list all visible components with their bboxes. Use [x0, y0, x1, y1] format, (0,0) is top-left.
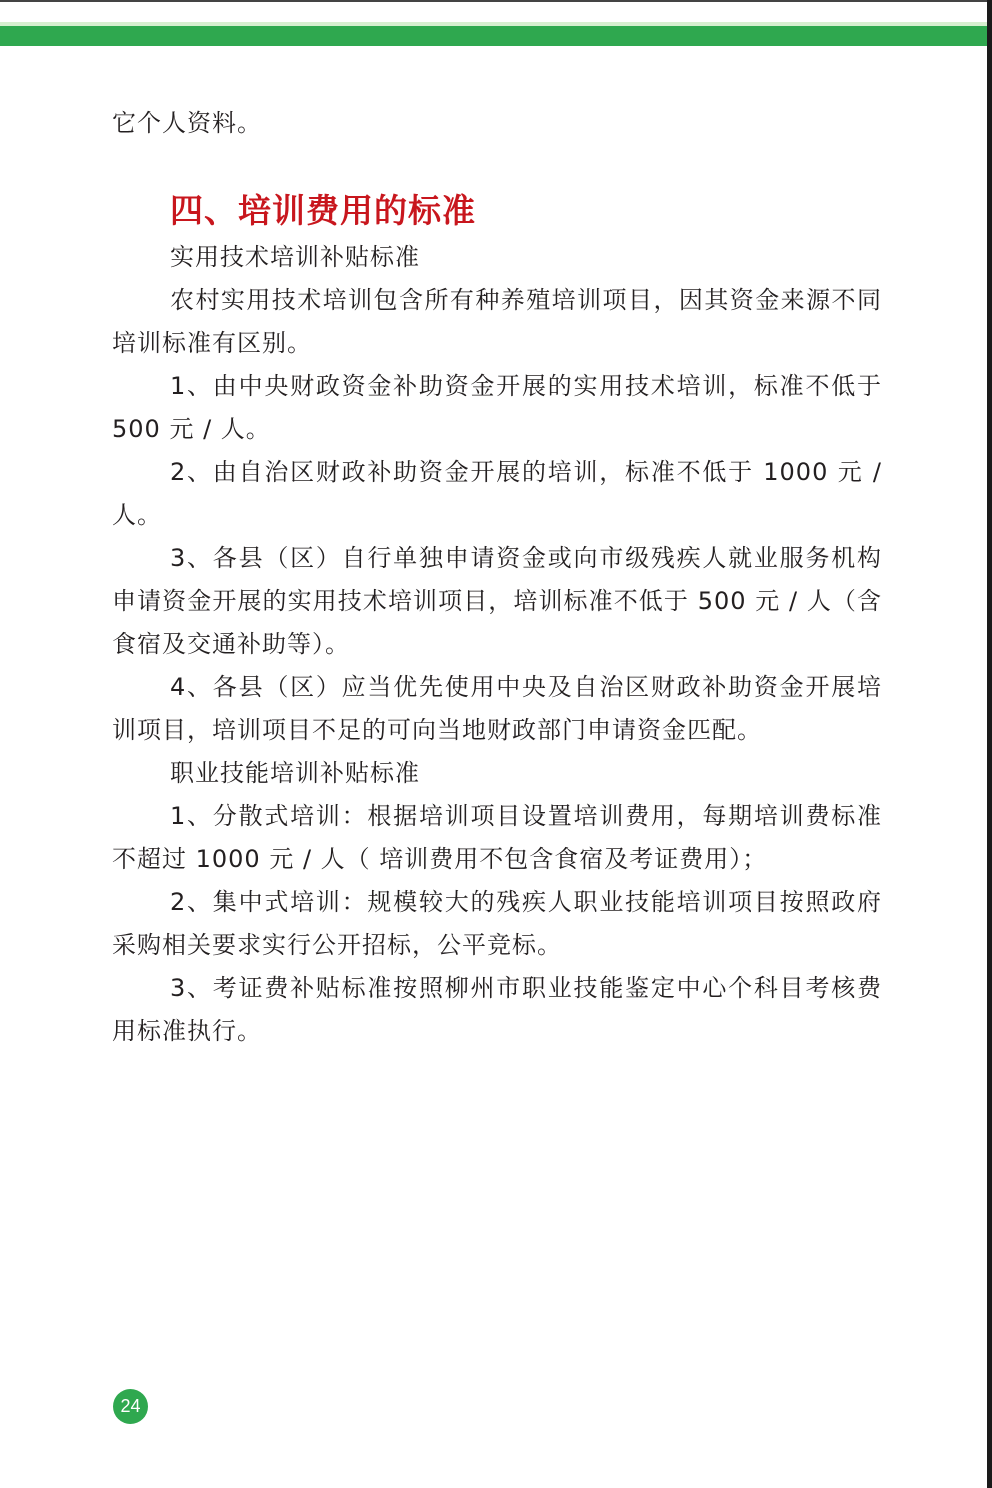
practical-item: 2、由自治区财政补助资金开展的培训，标准不低于 1000 元 / 人。 [112, 458, 882, 529]
page-top-border [0, 0, 992, 2]
subheading-practical: 实用技术培训补贴标准 [170, 243, 420, 271]
section-heading: 四、培训费用的标准 [170, 191, 476, 230]
header-green-band [0, 26, 987, 46]
page-body [112, 102, 882, 1053]
vocational-item: 3、考证费补贴标准按照柳州市职业技能鉴定中心个科目考核费用标准执行。 [112, 974, 882, 1045]
intro-tail-paragraph: 它个人资料。 [112, 109, 262, 137]
page-number-badge: 24 [113, 1389, 148, 1424]
practical-item: 1、由中央财政资金补助资金开展的实用技术培训，标准不低于 500 元 / 人。 [112, 372, 882, 443]
subheading-vocational: 职业技能培训补贴标准 [170, 759, 420, 787]
practical-intro-paragraph: 农村实用技术培训包含所有种养殖培训项目，因其资金来源不同培训标准有区别。 [112, 286, 882, 357]
vocational-item: 2、集中式培训：规模较大的残疾人职业技能培训项目按照政府采购相关要求实行公开招标，公平竞标。 [112, 888, 882, 959]
vocational-item: 1、分散式培训：根据培训项目设置培训费用，每期培训费标准不超过 1000 元 / 人（ 培训费用不包含食宿及考证费用）； [112, 802, 882, 873]
page-right-border [987, 0, 992, 1488]
practical-item: 3、各县（区）自行单独申请资金或向市级残疾人就业服务机构申请资金开展的实用技术培训项目，培训标准不低于 500 元 / 人（含食宿及交通补助等）。 [112, 544, 882, 658]
practical-item: 4、各县（区）应当优先使用中央及自治区财政补助资金开展培训项目，培训项目不足的可向当地财政部门申请资金匹配。 [112, 673, 882, 744]
